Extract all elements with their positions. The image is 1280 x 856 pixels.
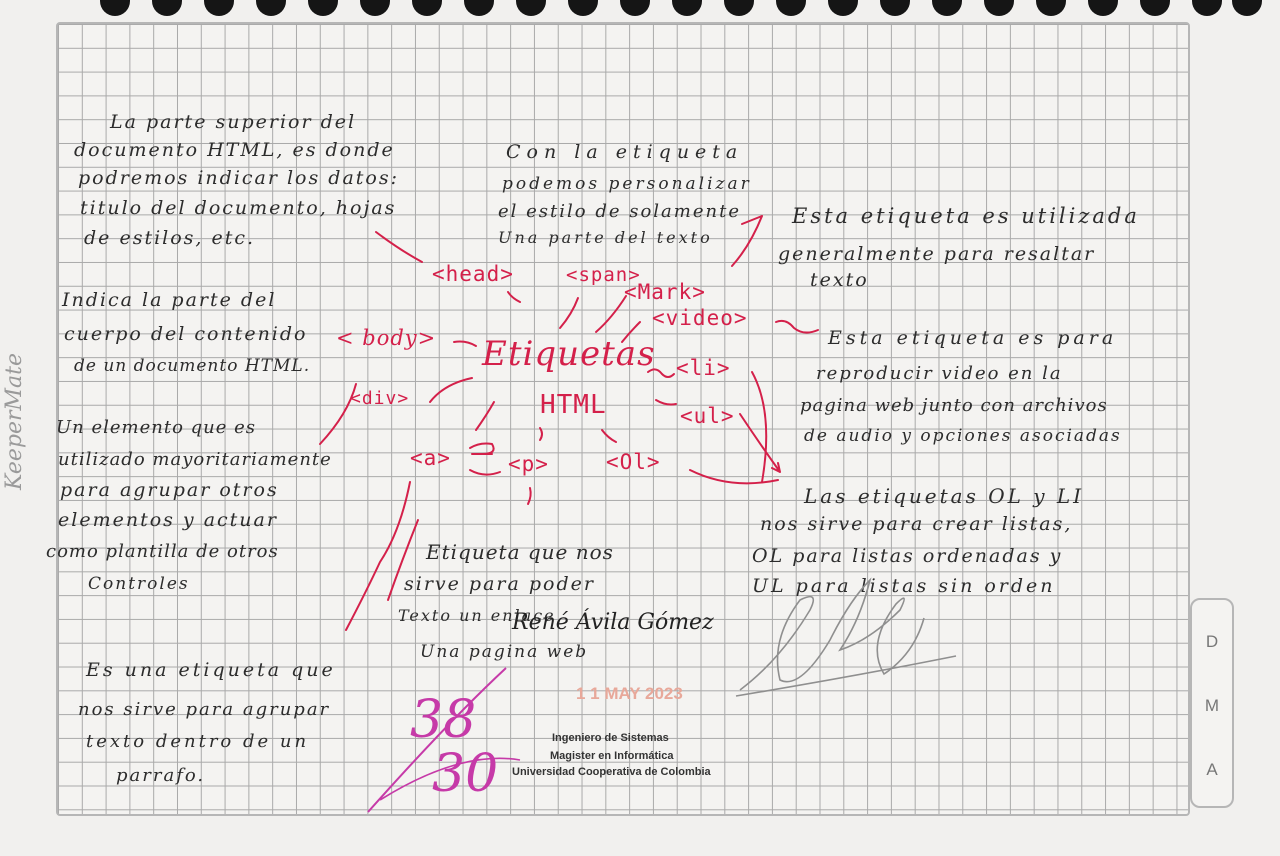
tag-div: <div> xyxy=(350,388,410,409)
tag-video: <video> xyxy=(652,306,748,330)
note-div-line-1: Un elemento que es xyxy=(56,417,257,438)
note-list-line-2: nos sirve para crear listas, xyxy=(760,513,1073,535)
note-div-line-2: utilizado mayoritariamente xyxy=(58,449,332,470)
note-list-line-1: Las etiquetas OL y LI xyxy=(804,484,1085,508)
tag-ul: <ul> xyxy=(680,404,735,428)
note-p-line-1: Es una etiqueta que xyxy=(86,659,336,681)
note-div-line-3: para agrupar otros xyxy=(60,479,279,501)
note-video-line-3: pagina web junto con archivos xyxy=(800,395,1108,416)
note-span-line-4: Una parte del texto xyxy=(498,228,713,247)
date-box xyxy=(1190,598,1234,808)
tag-li: <li> xyxy=(676,356,731,380)
note-mark-line-3: texto xyxy=(810,269,869,291)
date-letter-d: D xyxy=(1205,632,1219,651)
note-body-line-3: de un documento HTML. xyxy=(74,356,311,376)
note-list-line-3: OL para listas ordenadas y xyxy=(752,545,1063,567)
center-title-1: Etiquetas xyxy=(482,334,656,374)
date-letter-a: A xyxy=(1206,760,1218,779)
note-list-line-4: UL para listas sin orden xyxy=(752,575,1056,597)
note-video-line-2: reproducir video en la xyxy=(816,363,1063,384)
tag-mark: <Mark> xyxy=(624,280,706,304)
note-mark-line-2: generalmente para resaltar xyxy=(778,243,1096,265)
note-head-line-1: La parte superior del xyxy=(110,111,357,133)
note-div-line-6: Controles xyxy=(88,574,190,594)
note-div-line-5: como plantilla de otros xyxy=(46,541,279,562)
grade-top: 38 xyxy=(410,690,477,750)
tag-span: <span> xyxy=(566,264,641,286)
note-body-line-2: cuerpo del contenido xyxy=(64,323,308,345)
note-body-line-1: Indica la parte del xyxy=(62,289,277,311)
note-mark-line-1: Esta etiqueta es utilizada xyxy=(792,204,1140,228)
date-stamp: 1 1 MAY 2023 xyxy=(576,684,683,703)
tag-a: <a> xyxy=(410,446,451,470)
note-video-line-1: Esta etiqueta es para xyxy=(828,327,1118,349)
signature-name: René Ávila Gómez xyxy=(512,610,714,635)
stamp-line-1: Ingeniero de Sistemas xyxy=(552,732,669,744)
note-span-line-3: el estilo de solamente xyxy=(498,201,741,222)
note-a-line-2: sirve para poder xyxy=(404,573,595,595)
tag-ol: <Ol> xyxy=(606,450,661,474)
note-head-line-2: documento HTML, es donde xyxy=(74,139,395,161)
note-a-line-4: Una pagina web xyxy=(420,642,589,662)
note-a-line-1: Etiqueta que nos xyxy=(426,540,614,564)
tag-head: <head> xyxy=(432,262,514,286)
note-span-line-1: Con la etiqueta xyxy=(506,141,744,163)
grade-bottom: 30 xyxy=(432,744,499,804)
note-head-line-5: de estilos, etc. xyxy=(84,227,256,249)
tag-p: <p> xyxy=(508,452,549,476)
brand-watermark: KeeperMate xyxy=(2,352,27,490)
note-div-line-4: elementos y actuar xyxy=(58,509,278,531)
note-head-line-4: titulo del documento, hojas xyxy=(80,197,397,219)
note-head-line-3: podremos indicar los datos: xyxy=(78,167,400,189)
note-a-line-3: Texto un enlace xyxy=(398,606,556,625)
note-video-line-4: de audio y opciones asociadas xyxy=(804,426,1122,446)
date-letter-m: M xyxy=(1204,696,1220,715)
tag-body: < body> xyxy=(336,326,437,350)
stamp-line-2: Magister en Informática xyxy=(550,750,674,762)
note-p-line-3: texto dentro de un xyxy=(86,731,310,752)
note-span-line-2: podemos personalizar xyxy=(502,174,752,194)
note-p-line-2: nos sirve para agrupar xyxy=(78,699,331,720)
stamp-line-3: Universidad Cooperativa de Colombia xyxy=(512,766,711,778)
note-p-line-4: parrafo. xyxy=(116,765,206,786)
center-title-2: HTML xyxy=(540,390,607,420)
